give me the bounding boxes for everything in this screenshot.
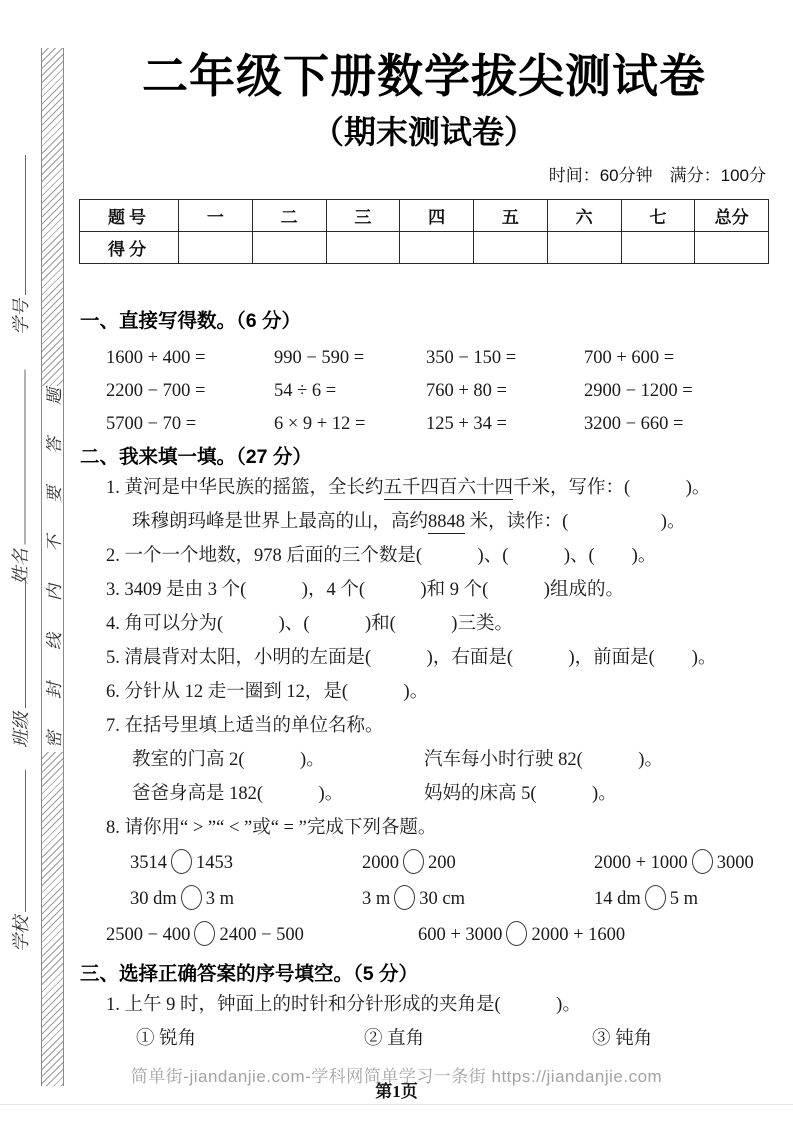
fill-item-7: 7. 在括号里填上适当的单位名称。 (106, 715, 384, 736)
score-cell-empty (547, 231, 621, 263)
item-text: 千米，写作：( )。 (513, 477, 711, 498)
score-cell-empty (179, 231, 253, 263)
arithmetic-problem: 125 + 34 = (426, 413, 507, 434)
student-class-field (6, 578, 34, 748)
item-text: 珠穆朗玛峰是世界上最高的山，高约 (132, 511, 429, 532)
section3-heading: 三、选择正确答案的序号填空。（5 分） (80, 962, 419, 985)
comparison-circle (506, 921, 527, 946)
arithmetic-problem: 3200 − 660 = (584, 413, 684, 434)
comparison-right: 200 (428, 852, 456, 873)
seal-band-hatch-bottom (42, 752, 63, 1086)
student-id-label: 学号 (11, 299, 31, 335)
fill-item-2: 2. 一个一个地数，978 后面的三个数是( )、( )、( )。 (106, 545, 657, 566)
comparison-left: 2500 − 400 (106, 924, 191, 945)
arithmetic-problem: 760 + 80 = (426, 380, 507, 401)
page-subtitle: （期末测试卷） (311, 113, 536, 150)
paper-body (80, 0, 768, 1057)
arithmetic-problem: 2900 − 1200 = (584, 380, 693, 401)
comparison-right: 1453 (196, 852, 233, 873)
score-cell-empty (326, 231, 400, 263)
fill-item-6: 6. 分针从 12 走一圈到 12，是( )。 (106, 681, 429, 702)
unit-fill-cell: 汽车每小时行驶 82( )。 (424, 749, 663, 770)
comparison-circle (394, 885, 415, 910)
comparison-circle (194, 921, 215, 946)
score-table-cell: 三 (326, 199, 400, 231)
comparison-left: 600 + 3000 (418, 924, 503, 945)
student-name-blank-line (14, 370, 26, 545)
fill-item-3: 3. 3409 是由 3 个( )，4 个( )和 9 个( )组成的。 (106, 579, 624, 600)
comparison-cell (362, 845, 594, 881)
choice-question-1: 1. 上午 9 时，钟面上的时针和分针形成的夹角是( )。 (106, 994, 581, 1015)
seal-band-right-line (63, 48, 64, 1086)
comparison-circle (171, 849, 192, 874)
comparison-right: 5 m (669, 888, 699, 909)
comparison-cell (594, 881, 768, 917)
score-table-cell: 一 (179, 199, 253, 231)
comparison-cell (594, 845, 768, 881)
choice-option-2: ② 直角 (364, 1028, 425, 1049)
item-text: 米，读作：( )。 (465, 511, 686, 532)
unit-fill-cell: 爸爸身高是 182( )。 (132, 783, 344, 804)
score-table-score-row (80, 231, 769, 263)
student-name-label: 姓名 (10, 548, 31, 585)
section2-heading: 二、我来填一填。（27 分） (80, 445, 312, 468)
comparison-cell (418, 917, 768, 953)
comparison-row-1 (130, 845, 768, 881)
comparison-left: 2000 + 1000 (594, 852, 688, 873)
score-cell-empty (474, 231, 548, 263)
comparison-circle (403, 849, 424, 874)
comparison-right: 3 m (205, 888, 235, 909)
fill-item-1-line1 (106, 471, 768, 505)
comparison-left: 14 dm (594, 888, 641, 909)
comparison-left: 30 dm (130, 888, 177, 909)
student-school-label: 学校 (11, 916, 31, 952)
comparison-left: 2000 (362, 852, 399, 873)
seal-char: 要 (44, 486, 64, 503)
score-table-cell: 四 (400, 199, 474, 231)
seal-char: 内 (44, 584, 64, 601)
comparison-right: 2400 − 500 (219, 924, 304, 945)
unit-fill-cell: 教室的门高 2( )。 (132, 749, 325, 770)
arithmetic-problem: 1600 + 400 = (106, 347, 206, 368)
comparison-left: 3 m (362, 888, 391, 909)
section1-heading: 一、直接写得数。（6 分） (80, 309, 302, 332)
comparison-right: 30 cm (419, 888, 465, 909)
student-id-field (6, 155, 34, 335)
comparison-row-2 (130, 881, 768, 917)
seal-band-hatch-top (42, 48, 63, 386)
score-table-cell: 六 (547, 199, 621, 231)
choice-option-3: ③ 钝角 (592, 1028, 653, 1049)
exam-time-score-info: 时间：60分钟 满分：100分 (548, 165, 766, 185)
page-title: 二年级下册数学拔尖测试卷 (142, 50, 706, 102)
score-table-cell: 五 (474, 199, 548, 231)
underlined-text: 8848 (428, 511, 466, 532)
score-table (79, 199, 769, 264)
score-table-cell: 二 (252, 199, 326, 231)
comparison-right: 3000 (716, 852, 754, 873)
section1-problems (106, 348, 768, 434)
arithmetic-problem: 350 − 150 = (426, 347, 517, 368)
score-table-header-row (80, 199, 769, 231)
comparison-cell (106, 917, 418, 953)
unit-fill-cell: 妈妈的床高 5( )。 (424, 783, 617, 804)
arithmetic-problem: 990 − 590 = (274, 347, 365, 368)
student-class-blank-line (14, 578, 26, 708)
seal-char: 不 (44, 535, 64, 552)
seal-char: 答 (44, 437, 64, 454)
score-table-cell: 题号 (80, 199, 179, 231)
seal-char: 线 (44, 633, 64, 650)
arithmetic-problem: 700 + 600 = (584, 347, 675, 368)
comparison-cell (130, 881, 362, 917)
unit-fill-row-2 (132, 777, 768, 811)
seal-char: 封 (44, 682, 64, 699)
score-cell-empty (252, 231, 326, 263)
seal-line-text (41, 388, 63, 748)
arithmetic-problem: 54 ÷ 6 = (274, 380, 337, 401)
arithmetic-problem: 5700 − 70 = (106, 413, 197, 434)
choice-options-row (136, 1022, 768, 1057)
footer-watermark: 简单街-jiandanjie.com-学科网简单学习一条街 https://jiandanjie.com (130, 1067, 663, 1086)
comparison-cell (130, 845, 362, 881)
unit-fill-row-1 (132, 743, 768, 777)
page-number: 第1页 (375, 1082, 418, 1101)
arithmetic-problem: 6 × 9 + 12 = (274, 413, 366, 434)
comparison-circle (645, 885, 666, 910)
fill-item-5: 5. 清晨背对太阳，小明的左面是( )，右面是( )，前面是( )。 (106, 647, 717, 668)
seal-char: 题 (44, 388, 64, 405)
comparison-circle (181, 885, 202, 910)
comparison-right: 2000 + 1600 (531, 924, 626, 945)
student-school-blank-line (14, 770, 26, 912)
student-name-field (6, 370, 34, 585)
comparison-row-3 (106, 917, 768, 953)
choice-option-1: ① 锐角 (136, 1028, 197, 1049)
comparison-left: 3514 (130, 852, 167, 873)
score-row-label: 得分 (80, 231, 179, 263)
fill-item-4: 4. 角可以分为( )、( )和( )三类。 (106, 613, 513, 634)
student-id-blank-line (14, 155, 26, 295)
arithmetic-problem: 2200 − 700 = (106, 380, 206, 401)
fill-item-1-line2 (132, 505, 768, 539)
underlined-text: 五千四百六十四 (383, 477, 514, 498)
score-table-cell: 七 (621, 199, 695, 231)
fill-item-8: 8. 请你用“ > ”“ < ”或“ = ”完成下列各题。 (106, 817, 437, 838)
student-school-field (6, 770, 34, 952)
score-cell-empty (695, 231, 769, 263)
comparison-cell (362, 881, 594, 917)
student-class-label: 班级 (11, 712, 31, 748)
seal-char: 密 (44, 731, 64, 748)
score-table-cell: 总分 (695, 199, 769, 231)
footer-divider (0, 1104, 793, 1105)
score-cell-empty (400, 231, 474, 263)
score-cell-empty (621, 231, 695, 263)
item-text: 1. 黄河是中华民族的摇篮，全长约 (106, 477, 384, 498)
comparison-circle (692, 849, 713, 874)
